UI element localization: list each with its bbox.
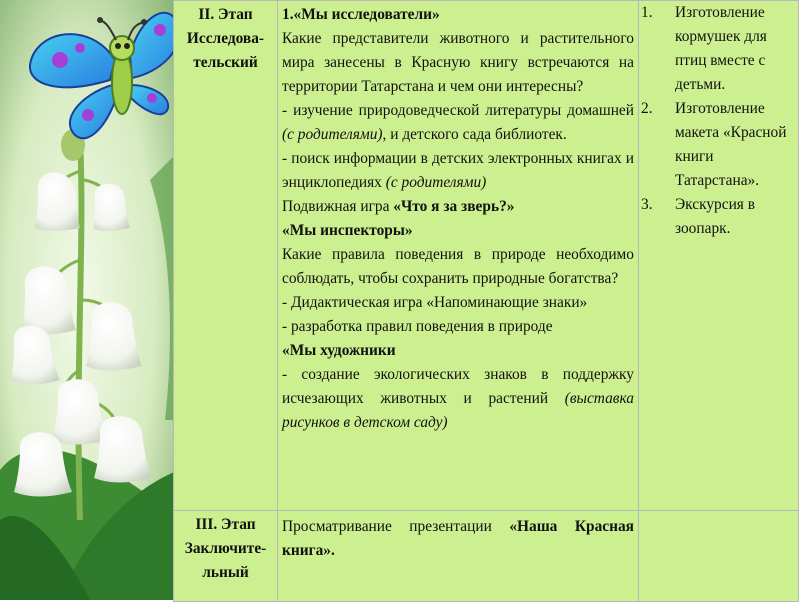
list-text: Экскурсия в зоопарк. xyxy=(675,196,755,237)
text-run: (с родителями) xyxy=(282,126,383,143)
text-run: - Дидактическая игра «Напоминающие знаки» xyxy=(282,294,588,311)
plan-table xyxy=(173,0,799,602)
stage-line: тельский xyxy=(193,54,258,71)
text-run: (с родителями) xyxy=(385,174,487,191)
table-row xyxy=(174,1,799,511)
list-number: 1. xyxy=(641,4,653,21)
text-run: Какие правила поведения в природе необходимо соблюдать, чтобы сохранить природные богатства? xyxy=(282,246,634,287)
stage-line: Заключите- xyxy=(184,540,267,557)
flower-stem xyxy=(79,140,82,520)
content-paragraph xyxy=(282,27,634,99)
content-paragraph xyxy=(282,99,634,147)
stage-line: III. Этап xyxy=(195,516,256,533)
content-paragraph xyxy=(282,195,634,219)
stage-cell xyxy=(174,1,278,511)
stage-line: льный xyxy=(202,564,249,581)
text-run: «Мы художники xyxy=(282,342,396,359)
content-paragraph xyxy=(282,339,634,363)
stage-line: II. Этап xyxy=(198,6,253,23)
text-run: - поиск информации в детских электронных книгах и энциклопедиях xyxy=(282,150,634,191)
list-number: 2. xyxy=(641,100,653,117)
list-text: Изготовление макета «Красной книги Татарстана». xyxy=(675,100,787,189)
list-item xyxy=(639,193,794,241)
outcomes-list xyxy=(639,1,794,241)
content-paragraph xyxy=(282,515,634,563)
stage-cell xyxy=(174,511,278,602)
content-cell xyxy=(278,511,639,602)
list-number: 3. xyxy=(641,196,653,213)
text-run: «Наша Красная книга». xyxy=(282,518,634,559)
content-paragraph xyxy=(282,219,634,243)
outcomes-cell xyxy=(639,1,799,511)
text-run: , и детского сада библиотек. xyxy=(382,126,567,143)
content-paragraph xyxy=(282,3,634,27)
text-run: «Мы инспекторы» xyxy=(282,222,413,239)
text-run: «Что я за зверь?» xyxy=(393,198,515,215)
list-item xyxy=(639,97,794,193)
list-item xyxy=(639,1,794,97)
content-paragraph xyxy=(282,243,634,291)
content-paragraph xyxy=(282,147,634,195)
content-paragraph xyxy=(282,363,634,435)
list-text: Изготовление кормушек для птиц вместе с детьми. xyxy=(675,4,767,93)
text-run: - создание экологических знаков в поддержку исчезающих животных и растений xyxy=(282,366,634,407)
text-run: Подвижная игра xyxy=(282,198,394,215)
text-run: Какие представители животного и растительного мира занесены в Красную книгу встречаются на территории Татарстана и чем они интересны? xyxy=(282,30,634,95)
text-run: 1.«Мы исследователи» xyxy=(282,6,440,23)
text-run: (выставка рисунков в детском саду) xyxy=(282,390,634,431)
content-paragraph xyxy=(282,291,634,315)
content-paragraph xyxy=(282,315,634,339)
stage-line: Исследова- xyxy=(186,30,265,47)
content-cell xyxy=(278,1,639,511)
text-run: Просматривание презентации xyxy=(282,518,510,535)
table-row xyxy=(174,511,799,602)
text-run: - изучение природоведческой литературы домашней xyxy=(282,102,634,119)
outcomes-cell xyxy=(639,511,799,602)
text-run: - разработка правил поведения в природе xyxy=(282,318,553,335)
